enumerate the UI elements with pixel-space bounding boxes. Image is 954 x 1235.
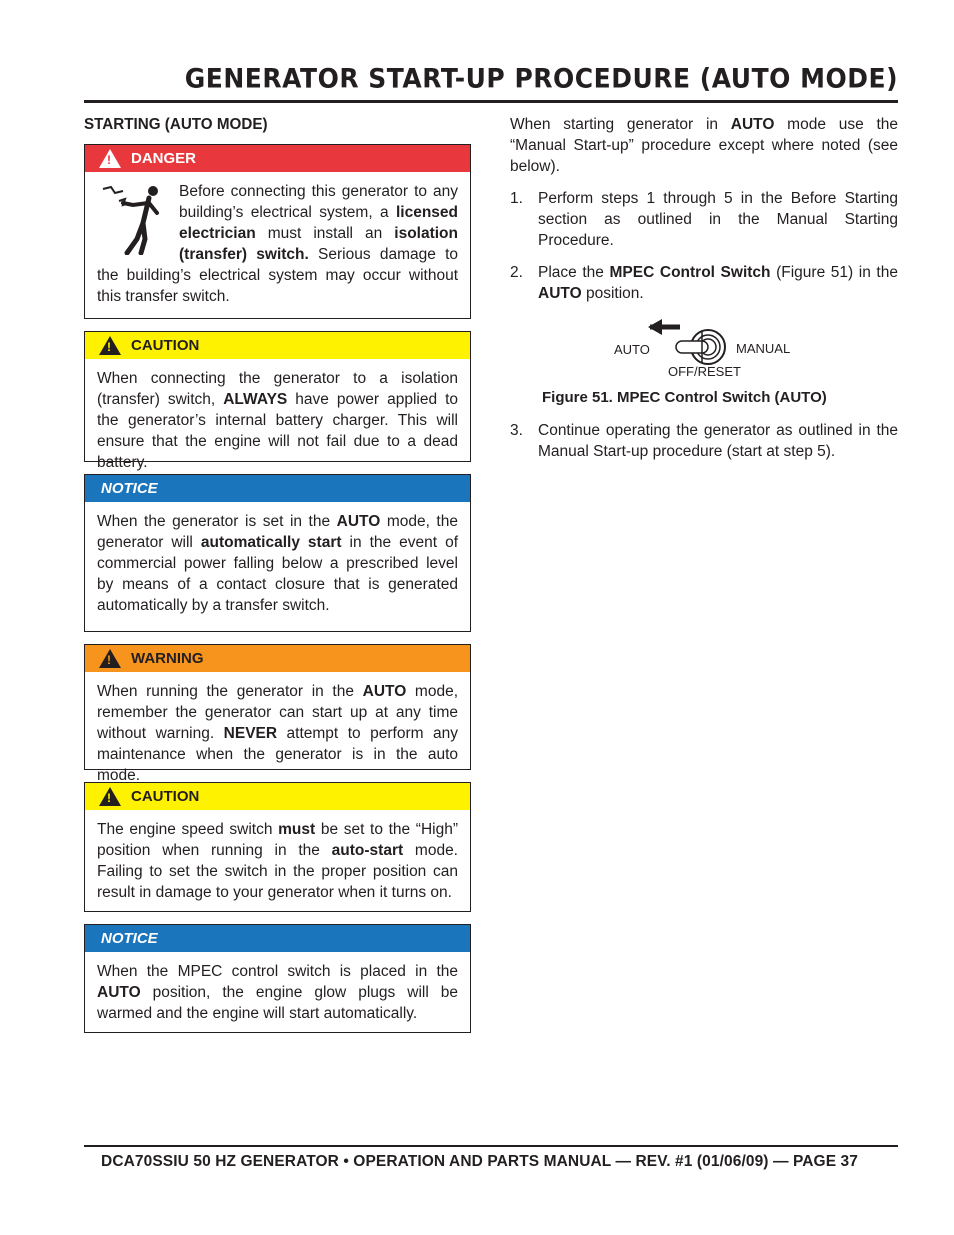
step-item: 3. Continue operating the generator as outlined in the Manual Start-up procedure (start at step 5).	[510, 422, 898, 460]
page-footer: DCA70SSIU 50 HZ GENERATOR • OPERATION AND PARTS MANUAL — REV. #1 (01/06/09) — PAGE 37	[101, 1153, 858, 1170]
caution-header-1	[85, 332, 470, 359]
warning-header	[85, 645, 470, 672]
caution-box-1	[84, 331, 471, 471]
manual-label: MANUAL	[736, 341, 791, 356]
electric-shock-icon	[97, 183, 169, 255]
steps-list-continued	[510, 420, 898, 462]
figure-caption: Figure 51. MPEC Control Switch (AUTO)	[542, 389, 827, 406]
off-reset-label: OFF/RESET	[668, 364, 741, 379]
step-item: 1. Perform steps 1 through 5 in the Before Starting section as outlined in the Manual Starting Procedure.	[510, 190, 898, 249]
notice-label: NOTICE	[101, 480, 158, 497]
warning-triangle-icon	[99, 336, 121, 355]
caution-text-1: When connecting the generator to a isolation (transfer) switch, ALWAYS have power applied to the generator’s internal battery charger. This will ensure that the engine will not fail due to a dead battery.	[97, 370, 458, 471]
caution-box-2	[84, 782, 471, 912]
caution-label: CAUTION	[131, 788, 200, 805]
left-column	[84, 114, 471, 1045]
danger-text: Before connecting this generator to any building’s electrical system, a licensed electrician must install an isolation (transfer) switch. Serious damage to the building’s electrical system may occur without this transfer switch.	[97, 183, 458, 305]
danger-header	[85, 145, 470, 172]
warning-triangle-icon	[99, 649, 121, 668]
notice-header-1	[85, 475, 470, 502]
intro-paragraph: When starting generator in AUTO mode use the “Manual Start-up” procedure except where noted (see below).	[510, 116, 898, 175]
notice-text-1: When the generator is set in the AUTO mode, the generator will automatically start in the event of commercial power falling below a prescribed level by means of a contact closure that is generated automatically by a transfer switch.	[97, 513, 458, 614]
warning-text: When running the generator in the AUTO mode, remember the generator can start up at any time without warning. NEVER attempt to perform any maintenance when the generator is in the auto mode.	[97, 683, 458, 784]
section-heading: STARTING (AUTO MODE)	[84, 116, 268, 133]
warning-triangle-icon	[99, 149, 121, 168]
right-column	[510, 114, 898, 473]
caution-header-2	[85, 783, 470, 810]
auto-label: AUTO	[614, 342, 650, 357]
steps-list	[510, 188, 898, 304]
caution-text-2: The engine speed switch must be set to the “High” position when running in the auto-start mode. Failing to set the switch in the proper position can result in damage to your generator when it turns on.	[97, 821, 459, 901]
danger-box	[84, 144, 471, 319]
step-item: 2. Place the MPEC Control Switch (Figure 51) in the AUTO position.	[510, 264, 898, 302]
notice-label: NOTICE	[101, 930, 158, 947]
title-rule	[84, 100, 898, 103]
notice-box-1	[84, 474, 471, 632]
arrow-left-icon	[648, 319, 662, 335]
notice-header-2	[85, 925, 470, 952]
mpec-switch-figure	[510, 315, 898, 381]
notice-box-2	[84, 924, 471, 1033]
danger-label: DANGER	[131, 150, 197, 167]
warning-label: WARNING	[131, 650, 204, 667]
warning-triangle-icon	[99, 787, 121, 806]
warning-box	[84, 644, 471, 784]
page-title: GENERATOR START-UP PROCEDURE (AUTO MODE)	[184, 63, 898, 94]
caution-label: CAUTION	[131, 337, 200, 354]
footer-rule	[84, 1145, 898, 1147]
notice-text-2: When the MPEC control switch is placed in the AUTO position, the engine glow plugs will be warmed and the engine will start automatically.	[97, 963, 458, 1022]
